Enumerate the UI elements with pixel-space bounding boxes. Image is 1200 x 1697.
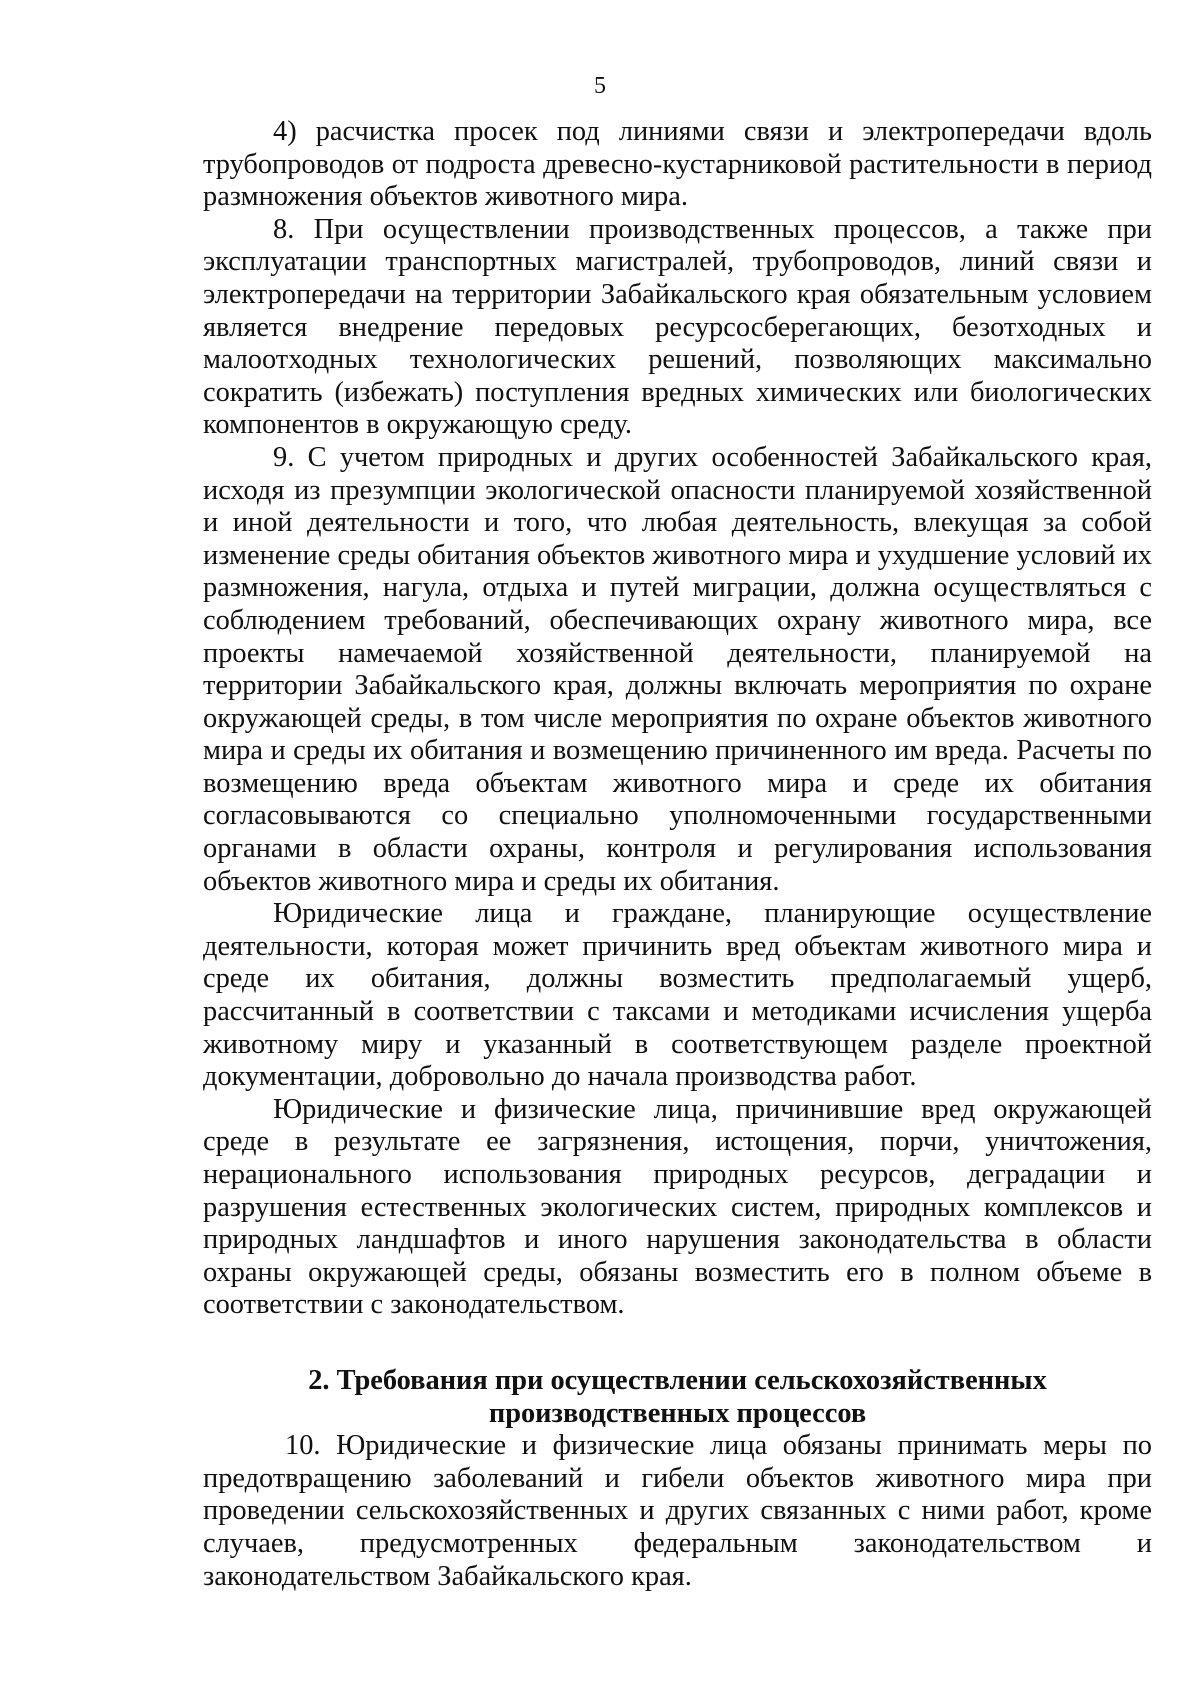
section-heading-line-2: производственных процессов <box>488 1397 867 1429</box>
paragraph-8: 8. При осуществлении производственных процессов, а также при эксплуатации транспортных магистралей, трубопроводов, линий связи и электропередачи на территории Забайкальского края обязательным условием является внедрение передовых ресурсосберегающих, безотходных и малоотходных технологических решений, позволяющих максимально сократить (избежать) поступления вредных химических или биологических компонентов в окружающую среду. <box>203 213 1152 441</box>
document-body <box>203 116 1152 1593</box>
paragraph-10: 10. Юридические и физические лица обязаны принимать меры по предотвращению заболеваний и гибели объектов животного мира при проведении сельскохозяйственных и других связанных с ними работ, кроме случаев, предусмотренных федеральным законодательством и законодательством Забайкальского края. <box>203 1430 1152 1592</box>
paragraph-legal-entities-damage: Юридические лица и граждане, планирующие осуществление деятельности, которая может причинить вред объектам животного мира и среде их обитания, должны возместить предполагаемый ущерб, рассчитанный в соответствии с таксами и методиками исчисления ущерба животному миру и указанный в соответствующем разделе проектной документации, добровольно до начала производства работ. <box>203 898 1152 1093</box>
page-number: 5 <box>594 73 606 99</box>
paragraph-9: 9. С учетом природных и других особенностей Забайкальского края, исходя из презумпции экологической опасности планируемой хозяйственной и иной деятельности и того, что любая деятельность, влекущая за собой изменение среды обитания объектов животного мира и ухудшение условий их размножения, нагула, отдыха и путей миграции, должна осуществляться с соблюдением требований, обеспечивающих охрану животного мира, все проекты намечаемой хозяйственной деятельности, планируемой на территории Забайкальского края, должны включать мероприятия по охране окружающей среды, в том числе мероприятия по охране объектов животного мира и среды их обитания и возмещению причиненного им вреда. Расчеты по возмещению вреда объектам животного мира и среде их обитания согласовываются со специально уполномоченными государственными органами в области охраны, контроля и регулирования использования объектов животного мира и среды их обитания. <box>203 441 1152 897</box>
section-heading-line-1: 2. Требования при осуществлении сельскохозяйственных <box>308 1364 1047 1396</box>
paragraph-legal-entities-compensation: Юридические и физические лица, причинившие вред окружающей среде в результате ее загрязнения, истощения, порчи, уничтожения, нерационального использования природных ресурсов, деградации и разрушения естественных экологических систем, природных комплексов и природных ландшафтов и иного нарушения законодательства в области охраны окружающей среды, обязаны возместить его в полном объеме в соответствии с законодательством. <box>203 1093 1152 1321</box>
section-heading <box>203 1365 1152 1430</box>
paragraph-item-4: 4) расчистка просек под линиями связи и электропередачи вдоль трубопроводов от подроста древесно-кустарниковой растительности в период размножения объектов животного мира. <box>203 116 1152 213</box>
